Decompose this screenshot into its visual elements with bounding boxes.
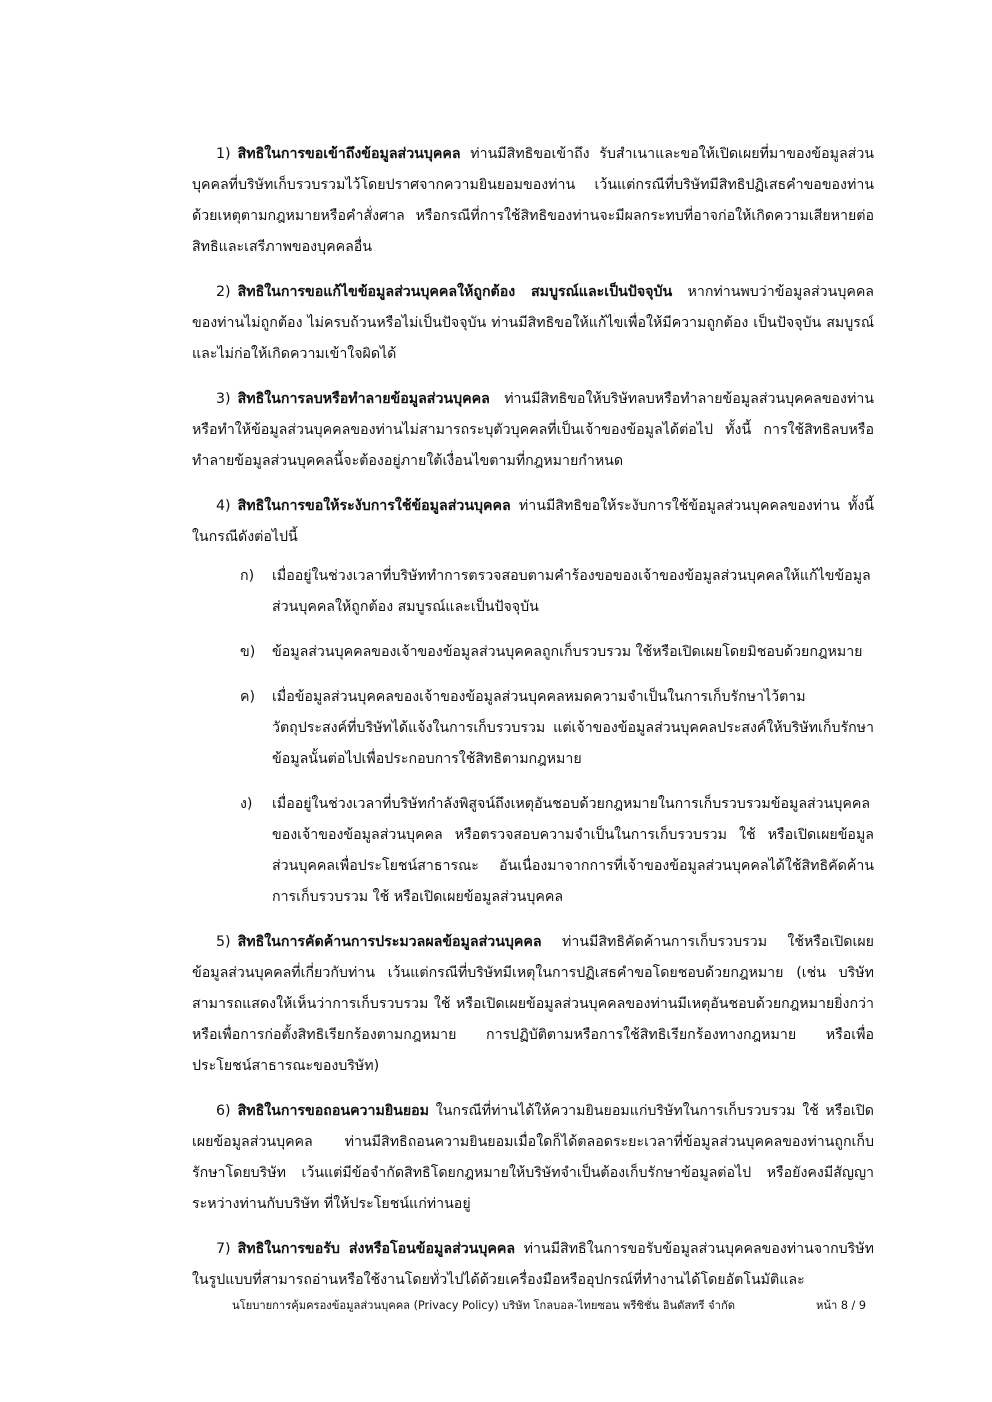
paragraph-text: ท่านมีสิทธิขอเข้าถึง รับสำเนาและขอให้เปิดเผยที่มาของข้อมูลส่วนบุคคลที่บริษัทเก็บรวบรวมไว้โดยปราศจากความยินยอมของท่าน เว้นแต่กรณีที่บริษัทมีสิทธิปฏิเสธคำขอของท่านด้วยเหตุตามกฎหมายหรือคำสั่งศาล หรือกรณีที่การใช้สิทธิของท่านจะมีผลกระทบที่อาจก่อให้เกิดความเสียหายต่อสิทธิและเสรีภาพของบุคคลอื่น: [192, 146, 874, 255]
paragraph-number: 4): [216, 498, 231, 514]
right-objection-paragraph: [192, 927, 874, 1082]
paragraph-heading: สิทธิในการคัดค้านการประมวลผลข้อมูลส่วนบุคคล: [237, 934, 542, 950]
paragraph-text: ท่านมีสิทธิในการขอรับข้อมูลส่วนบุคคลของท่านจากบริษัทในรูปแบบที่สามารถอ่านหรือใช้งานโดยทั่วไปได้ด้วยเครื่องมือหรืออุปกรณ์ที่ทำงานได้โดยอัตโนมัติและ: [192, 1241, 874, 1288]
list-item-letter: ก): [240, 568, 255, 584]
list-item-text: เมื่ออยู่ในช่วงเวลาที่บริษัทกำลังพิสูจน์ถึงเหตุอันชอบด้วยกฎหมายในการเก็บรวบรวมข้อมูลส่วนบุคคลของเจ้าของข้อมูลส่วนบุคคล หรือตรวจสอบความจำเป็นในการเก็บรวบรวม ใช้ หรือเปิดเผยข้อมูลส่วนบุคคลเพื่อประโยชน์สาธารณะ อันเนื่องมาจากการที่เจ้าของข้อมูลส่วนบุคคลได้ใช้สิทธิคัดค้านการเก็บรวบรวม ใช้ หรือเปิดเผยข้อมูลส่วนบุคคล: [272, 796, 874, 905]
paragraph-number: 5): [216, 934, 231, 950]
right-erasure-paragraph: [192, 384, 874, 477]
right-restriction-paragraph: [192, 491, 874, 553]
paragraph-text: ท่านมีสิทธิขอให้บริษัทลบหรือทำลายข้อมูลส่วนบุคคลของท่าน หรือทำให้ข้อมูลส่วนบุคคลของท่านไม่สามารถระบุตัวบุคคลที่เป็นเจ้าของข้อมูลได้ต่อไป ทั้งนี้ การใช้สิทธิลบหรือทำลายข้อมูลส่วนบุคคลนี้จะต้องอยู่ภายใต้เงื่อนไขตามที่กฎหมายกำหนด: [192, 391, 874, 469]
list-item-letter: ค): [240, 689, 256, 705]
paragraph-text: หากท่านพบว่าข้อมูลส่วนบุคคลของท่านไม่ถูกต้อง ไม่ครบถ้วนหรือไม่เป็นปัจจุบัน ท่านมีสิทธิขอให้แก้ไขเพื่อให้มีความถูกต้อง เป็นปัจจุบัน สมบูรณ์ และไม่ก่อให้เกิดความเข้าใจผิดได้: [192, 284, 874, 362]
paragraph-text: ท่านมีสิทธิขอให้ระงับการใช้ข้อมูลส่วนบุคคลของท่าน ทั้งนี้ ในกรณีดังต่อไปนี้: [192, 498, 874, 545]
page-number: หน้า 8 / 9: [816, 1299, 866, 1312]
paragraph-heading: สิทธิในการขอรับ ส่งหรือโอนข้อมูลส่วนบุคคล: [237, 1241, 516, 1257]
paragraph-number: 3): [216, 391, 231, 407]
paragraph-number: 6): [216, 1103, 231, 1119]
list-item-letter: ข): [240, 644, 256, 660]
paragraph-heading: สิทธิในการลบหรือทำลายข้อมูลส่วนบุคคล: [237, 391, 490, 407]
right-rectification-paragraph: [192, 277, 874, 370]
restriction-conditions-list: [192, 561, 874, 913]
document-body: [192, 139, 874, 1310]
paragraph-heading: สิทธิในการขอแก้ไขข้อมูลส่วนบุคคลให้ถูกต้อง สมบูรณ์และเป็นปัจจุบัน: [237, 284, 673, 300]
paragraph-number: 7): [216, 1241, 231, 1257]
list-item: [192, 637, 874, 668]
paragraph-heading: สิทธิในการขอเข้าถึงข้อมูลส่วนบุคคล: [237, 146, 461, 162]
right-portability-paragraph: [192, 1234, 874, 1296]
list-item: [192, 561, 874, 623]
list-item-text: เมื่อข้อมูลส่วนบุคคลของเจ้าของข้อมูลส่วนบุคคลหมดความจำเป็นในการเก็บรักษาไว้ตามวัตถุประสงค์ที่บริษัทได้แจ้งในการเก็บรวบรวม แต่เจ้าของข้อมูลส่วนบุคคลประสงค์ให้บริษัทเก็บรักษาข้อมูลนั้นต่อไปเพื่อประกอบการใช้สิทธิตามกฎหมาย: [272, 689, 874, 767]
paragraph-text: ในกรณีที่ท่านได้ให้ความยินยอมแก่บริษัทในการเก็บรวบรวม ใช้ หรือเปิดเผยข้อมูลส่วนบุคคล ท่านมีสิทธิถอนความยินยอมเมื่อใดก็ได้ตลอดระยะเวลาที่ข้อมูลส่วนบุคคลของท่านถูกเก็บรักษาโดยบริษัท เว้นแต่มีข้อจำกัดสิทธิโดยกฎหมายให้บริษัทจำเป็นต้องเก็บรักษาข้อมูลต่อไป หรือยังคงมีสัญญาระหว่างท่านกับบริษัท ที่ให้ประโยชน์แก่ท่านอยู่: [192, 1103, 874, 1212]
list-item-text: เมื่ออยู่ในช่วงเวลาที่บริษัททำการตรวจสอบตามคำร้องขอของเจ้าของข้อมูลส่วนบุคคลให้แก้ไขข้อมูลส่วนบุคคลให้ถูกต้อง สมบูรณ์และเป็นปัจจุบัน: [272, 568, 871, 615]
paragraph-number: 2): [216, 284, 231, 300]
paragraph-heading: สิทธิในการขอให้ระงับการใช้ข้อมูลส่วนบุคคล: [237, 498, 511, 514]
list-item-text: ข้อมูลส่วนบุคคลของเจ้าของข้อมูลส่วนบุคคลถูกเก็บรวบรวม ใช้หรือเปิดเผยโดยมิชอบด้วยกฎหมาย: [272, 644, 863, 660]
right-withdraw-consent-paragraph: [192, 1096, 874, 1220]
paragraph-number: 1): [216, 146, 231, 162]
list-item: [192, 789, 874, 913]
footer-document-title: นโยบายการคุ้มครองข้อมูลส่วนบุคคล (Privacy Policy) บริษัท โกลบอล-ไทยซอน พรีซิชั่น อินดัสทรี จำกัด: [232, 1299, 735, 1312]
list-item: [192, 682, 874, 775]
right-access-paragraph: [192, 139, 874, 263]
paragraph-heading: สิทธิในการขอถอนความยินยอม: [237, 1103, 430, 1119]
list-item-letter: ง): [240, 796, 253, 812]
paragraph-text: ท่านมีสิทธิคัดค้านการเก็บรวบรวม ใช้หรือเปิดเผยข้อมูลส่วนบุคคลที่เกี่ยวกับท่าน เว้นแต่กรณีที่บริษัทมีเหตุในการปฏิเสธคำขอโดยชอบด้วยกฎหมาย (เช่น บริษัทสามารถแสดงให้เห็นว่าการเก็บรวบรวม ใช้ หรือเปิดเผยข้อมูลส่วนบุคคลของท่านมีเหตุอันชอบด้วยกฎหมายยิ่งกว่า หรือเพื่อการก่อตั้งสิทธิเรียกร้องตามกฎหมาย การปฏิบัติตามหรือการใช้สิทธิเรียกร้องทางกฎหมาย หรือเพื่อประโยชน์สาธารณะของบริษัท): [192, 934, 874, 1074]
